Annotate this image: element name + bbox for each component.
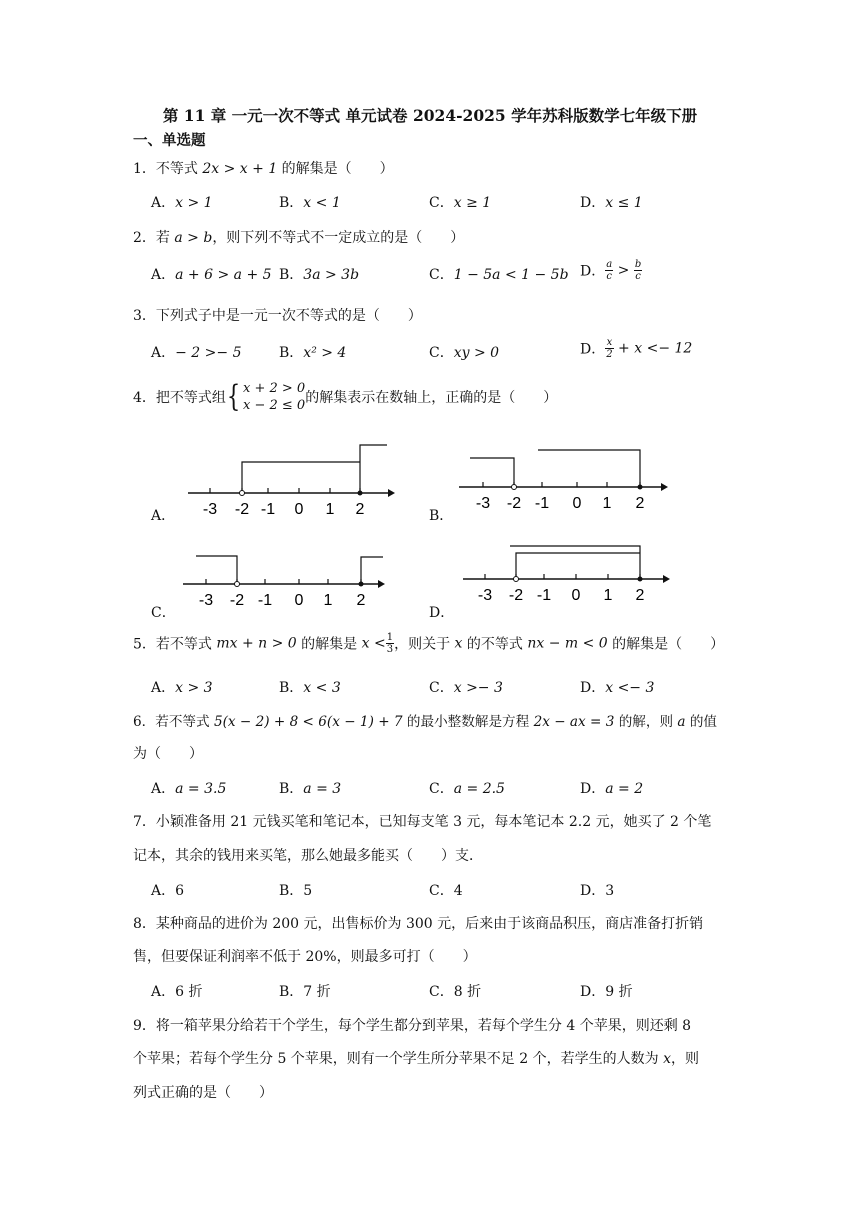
page-title: 第 11 章 一元一次不等式 单元试卷 2024-2025 学年苏科版数学七年级下册 [162, 106, 698, 125]
question-9-stem-line2: 个苹果；若每个学生分 5 个苹果，则有一个学生所分苹果不足 2 个，若学生的人数为 x，则 [133, 1051, 699, 1067]
question-2-stem: 2．若 a > b，则下列不等式不一定成立的是（ ） [133, 230, 465, 246]
tick-label: -2 [508, 587, 524, 604]
tick-label: -1 [536, 587, 552, 604]
tick-label: 1 [325, 501, 335, 518]
question-6-option-d[interactable]: D．a = 2 [580, 781, 644, 797]
question-4-stem: 4．把不等式组{ x + 2 > 0 x − 2 ≤ 0 的解集表示在数轴上，正确的是（ ） [133, 379, 558, 414]
question-3-stem: 3．下列式子中是一元一次不等式的是（ ） [133, 308, 422, 324]
tick-label: 1 [323, 592, 333, 609]
question-7-option-a[interactable]: A．6 [151, 883, 185, 899]
question-6-option-c[interactable]: C．a = 2.5 [429, 781, 505, 797]
tick-label: 2 [635, 495, 645, 512]
question-4-option-c-label[interactable]: C． [151, 605, 176, 621]
number-line-d[interactable] [458, 542, 673, 607]
question-8-option-a[interactable]: A．6 折 [151, 984, 203, 1000]
section-heading: 一、单选题 [133, 132, 206, 149]
tick-label: -3 [202, 501, 218, 518]
question-5-option-a[interactable]: A．x > 3 [151, 680, 213, 696]
question-1-option-a[interactable]: A．x > 1 [151, 195, 213, 211]
question-8-option-d[interactable]: D．9 折 [580, 984, 633, 1000]
number-line-b[interactable] [456, 443, 671, 513]
tick-label: -2 [506, 495, 522, 512]
tick-label: 2 [355, 501, 365, 518]
tick-label: -1 [260, 501, 276, 518]
tick-label: 0 [571, 587, 581, 604]
number-line-c[interactable] [178, 550, 393, 612]
tick-label: -1 [257, 592, 273, 609]
question-8-stem: 8．某种商品的进价为 200 元，出售标价为 300 元，后来由于该商品积压，商店准备打折销 [133, 916, 704, 932]
question-7-option-c[interactable]: C．4 [429, 883, 463, 899]
question-4-option-b-label[interactable]: B． [429, 508, 454, 524]
tick-label: 2 [635, 587, 645, 604]
tick-label: -1 [534, 495, 550, 512]
question-1-stem: 1．不等式 2x > x + 1 的解集是（ ） [133, 161, 394, 177]
question-2-option-c[interactable]: C．1 − 5a < 1 − 5b [429, 267, 569, 283]
question-3-option-a[interactable]: A．− 2 >− 5 [151, 345, 242, 361]
tick-label: 1 [603, 587, 613, 604]
question-4-option-a-label[interactable]: A． [151, 508, 176, 524]
question-6-stem: 6．若不等式 5(x − 2) + 8 < 6(x − 1) + 7 的最小整数解是方程 2x − ax = 3 的解，则 a 的值 [133, 714, 718, 730]
tick-label: -3 [475, 495, 491, 512]
question-3-option-d[interactable]: D． $\frac{x}{2}$ + x <− 12 [580, 337, 693, 360]
question-8-option-c[interactable]: C．8 折 [429, 984, 482, 1000]
question-1-option-c[interactable]: C．x ≥ 1 [429, 195, 492, 211]
question-5-option-c[interactable]: C．x >− 3 [429, 680, 503, 696]
tick-label: -3 [198, 592, 214, 609]
question-5-option-b[interactable]: B．x < 3 [279, 680, 341, 696]
question-7-option-d[interactable]: D．3 [580, 883, 615, 899]
question-2-option-a[interactable]: A．a + 6 > a + 5 [151, 267, 272, 283]
question-8-stem-line2: 售，但要保证利润率不低于 20%，则最多可打（ ） [133, 949, 477, 965]
question-5-stem: 5．若不等式 mx + n > 0 的解集是 x < $\frac{1}{3}$ ，则关于 x 的不等式 nx − m < 0 的解集是（ ） [133, 632, 725, 655]
question-3-option-b[interactable]: B．x² > 4 [279, 345, 347, 361]
question-2-option-b[interactable]: B．3a > 3b [279, 267, 360, 283]
tick-label: 0 [572, 495, 582, 512]
question-9-stem-line3: 列式正确的是（ ） [133, 1085, 273, 1101]
question-3-option-c[interactable]: C．xy > 0 [429, 345, 500, 361]
tick-label: 2 [356, 592, 366, 609]
tick-label: 0 [294, 592, 304, 609]
tick-label: 1 [602, 495, 612, 512]
question-2-option-d[interactable]: D． $\frac{a}{c}$ > $\frac{b}{c}$ [580, 259, 642, 282]
question-4-option-d-label[interactable]: D． [429, 605, 455, 621]
tick-label: 0 [294, 501, 304, 518]
question-9-stem: 9．将一箱苹果分给若干个学生，每个学生都分到苹果，若每个学生分 4 个苹果，则还剩 8 [133, 1018, 692, 1034]
question-8-option-b[interactable]: B．7 折 [279, 984, 331, 1000]
number-line-a[interactable] [180, 440, 395, 522]
question-7-stem-line2: 记本，其余的钱用来买笔，那么她最多能买（ ）支． [133, 848, 483, 864]
question-6-option-b[interactable]: B．a = 3 [279, 781, 342, 797]
question-7-option-b[interactable]: B．5 [279, 883, 313, 899]
tick-label: -2 [234, 501, 250, 518]
question-5-option-d[interactable]: D．x <− 3 [580, 680, 655, 696]
question-6-stem-line2: 为（ ） [133, 746, 203, 762]
question-1-option-d[interactable]: D．x ≤ 1 [580, 195, 643, 211]
question-7-stem: 7．小颖准备用 21 元钱买笔和笔记本，已知每支笔 3 元，每本笔记本 2.2 元，她买了 2 个笔 [133, 814, 712, 830]
system-brace-icon: { [226, 379, 241, 414]
question-1-option-b[interactable]: B．x < 1 [279, 195, 341, 211]
tick-label: -3 [477, 587, 493, 604]
tick-label: -2 [229, 592, 245, 609]
question-6-option-a[interactable]: A．a = 3.5 [151, 781, 227, 797]
